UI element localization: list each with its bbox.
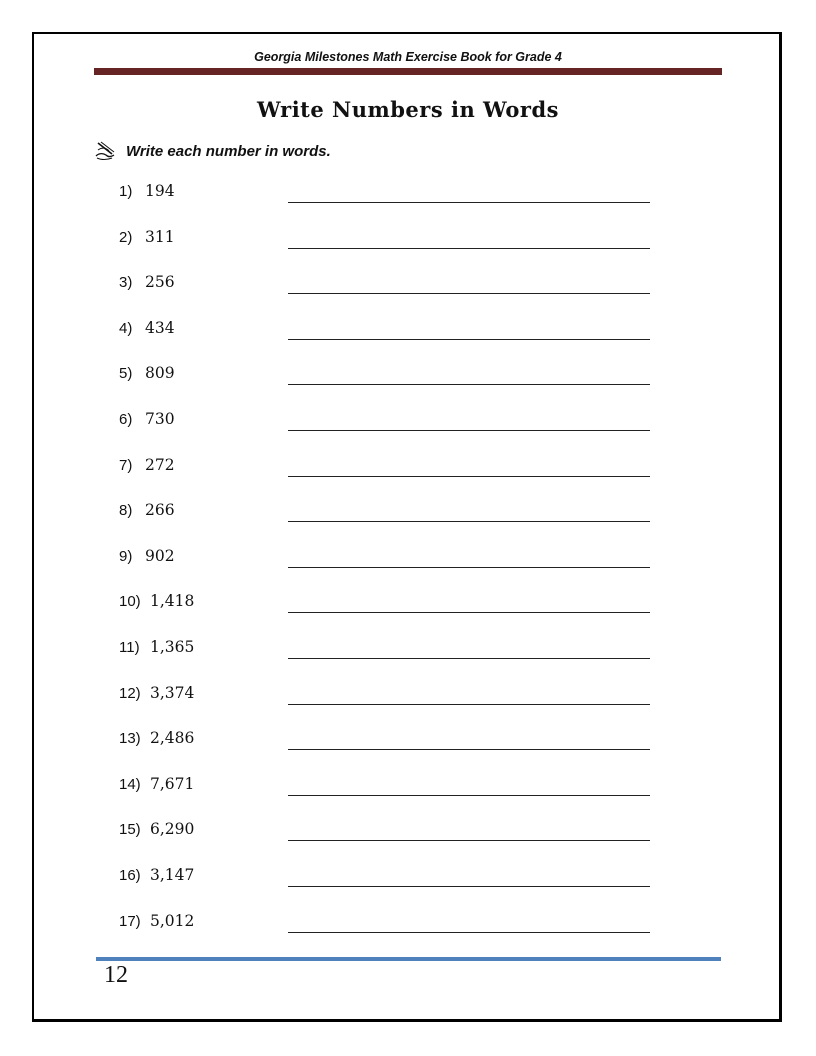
problem-number: 15) <box>119 821 141 838</box>
problem-value: 6,290 <box>150 820 195 838</box>
problem-number: 6) <box>119 411 133 428</box>
answer-line[interactable] <box>288 248 650 249</box>
problem-value: 5,012 <box>150 912 195 930</box>
answer-line[interactable] <box>288 293 650 294</box>
problem-value: 1,365 <box>150 638 195 656</box>
page-number: 12 <box>104 962 128 988</box>
problem-item <box>119 727 659 751</box>
problem-number: 13) <box>119 730 141 747</box>
answer-line[interactable] <box>288 476 650 477</box>
problem-value: 1,418 <box>150 592 195 610</box>
problem-item <box>119 682 659 706</box>
page-title: Write Numbers in Words <box>257 97 559 122</box>
problem-value: 266 <box>145 501 175 519</box>
problem-value: 256 <box>145 273 175 291</box>
problem-item <box>119 636 659 660</box>
problem-value: 7,671 <box>150 775 195 793</box>
problem-value: 3,374 <box>150 684 195 702</box>
answer-line[interactable] <box>288 658 650 659</box>
problem-number: 5) <box>119 365 133 382</box>
problem-item <box>119 408 659 432</box>
problem-number: 7) <box>119 457 133 474</box>
answer-line[interactable] <box>288 886 650 887</box>
problem-value: 2,486 <box>150 729 195 747</box>
problem-number: 8) <box>119 502 133 519</box>
problem-item <box>119 499 659 523</box>
problem-value: 194 <box>145 182 175 200</box>
problem-item <box>119 271 659 295</box>
problem-item <box>119 180 659 204</box>
problem-value: 311 <box>145 228 175 246</box>
answer-line[interactable] <box>288 430 650 431</box>
problem-number: 17) <box>119 913 141 930</box>
instruction-text: Write each number in words. <box>126 142 331 160</box>
answer-line[interactable] <box>288 932 650 933</box>
problem-number: 2) <box>119 229 133 246</box>
problem-value: 902 <box>145 547 175 565</box>
running-header: Georgia Milestones Math Exercise Book for Grade 4 <box>254 50 562 64</box>
problem-value: 3,147 <box>150 866 195 884</box>
problem-item <box>119 910 659 934</box>
problem-value: 434 <box>145 319 175 337</box>
answer-line[interactable] <box>288 704 650 705</box>
problem-item <box>119 317 659 341</box>
answer-line[interactable] <box>288 567 650 568</box>
problem-item <box>119 545 659 569</box>
problem-item <box>119 864 659 888</box>
answer-line[interactable] <box>288 202 650 203</box>
answer-line[interactable] <box>288 612 650 613</box>
answer-line[interactable] <box>288 339 650 340</box>
problem-number: 10) <box>119 593 141 610</box>
answer-line[interactable] <box>288 749 650 750</box>
problem-number: 4) <box>119 320 133 337</box>
problem-item <box>119 590 659 614</box>
problem-item <box>119 773 659 797</box>
problem-number: 9) <box>119 548 133 565</box>
answer-line[interactable] <box>288 521 650 522</box>
problem-number: 1) <box>119 183 133 200</box>
problem-number: 3) <box>119 274 133 291</box>
problem-item <box>119 818 659 842</box>
problem-number: 16) <box>119 867 141 884</box>
problem-number: 11) <box>119 639 140 656</box>
problem-item <box>119 362 659 386</box>
problem-item <box>119 226 659 250</box>
answer-line[interactable] <box>288 795 650 796</box>
answer-line[interactable] <box>288 384 650 385</box>
problem-value: 730 <box>145 410 175 428</box>
problem-item <box>119 454 659 478</box>
problem-number: 14) <box>119 776 141 793</box>
answer-line[interactable] <box>288 840 650 841</box>
footer-rule <box>96 957 721 961</box>
problem-number: 12) <box>119 685 141 702</box>
problem-value: 272 <box>145 456 175 474</box>
problem-value: 809 <box>145 364 175 382</box>
